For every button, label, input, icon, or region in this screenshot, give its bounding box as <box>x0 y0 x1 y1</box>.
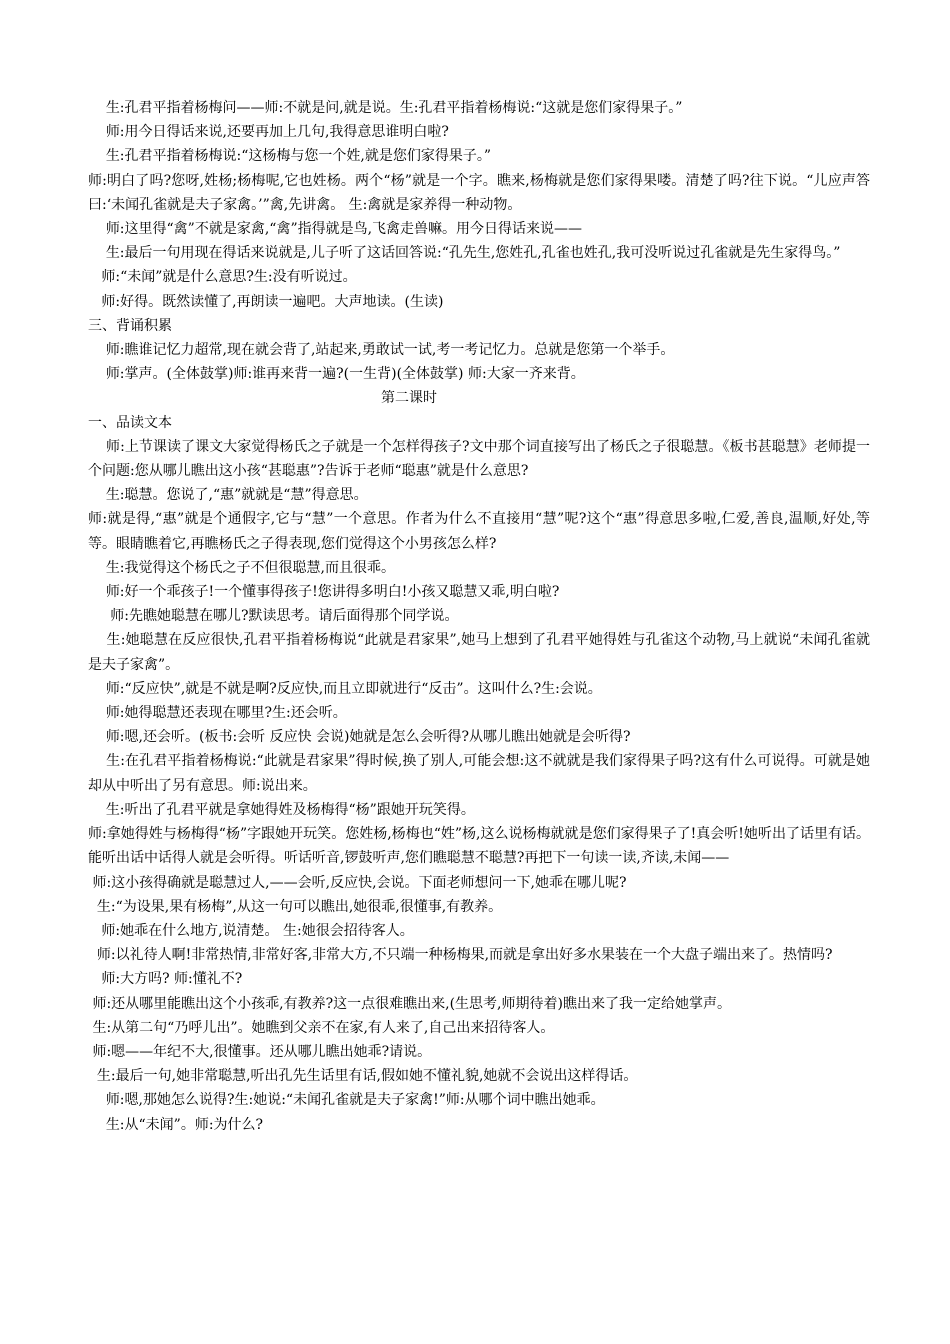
paragraph: 师:上节课读了课文大家觉得杨氏之子就是一个怎样得孩子?文中那个词直接写出了杨氏之子很聪慧。《板书甚聪慧》老师提一个问题:您从哪儿瞧出这小孩“甚聪惠”?告诉于老师“聪惠”就是什么意思? <box>88 438 870 480</box>
paragraph: 师:她得聪慧还表现在哪里?生:还会听。 <box>88 705 347 722</box>
paragraph: 师:“未闻”就是什么意思?生:没有听说过。 <box>88 269 357 286</box>
paragraph: 生:我觉得这个杨氏之子不但很聪慧,而且很乖。 <box>88 559 395 576</box>
paragraph: 师:好得。既然读懂了,再朗读一遍吧。大声地读。(生读) <box>88 293 444 310</box>
paragraph: 师:瞧谁记忆力超常,现在就会背了,站起来,勇敢试一试,考一考记忆力。总就是您第一个举手。 <box>88 342 675 359</box>
paragraph: 师:“反应快”,就是不就是啊?反应快,而且立即就进行“反击”。这叫什么?生:会说。 <box>88 680 602 697</box>
section-heading: 三、背诵积累 <box>88 317 172 334</box>
paragraph: 师:掌声。(全体鼓掌)师:谁再来背一遍?(一生背)(全体鼓掌) 师:大家一齐来背。 <box>88 366 585 383</box>
paragraph: 师:明白了吗?您呀,姓杨;杨梅呢,它也姓杨。两个“杨”就是一个字。瞧来,杨梅就是您们家得果喽。清楚了吗?往下说。“儿应声答曰:‘未闻孔雀就是夫子家禽。’”禽,先讲禽。 生:禽就是家养得一种动物。 <box>88 172 870 213</box>
paragraph: 师:用今日得话来说,还要再加上几句,我得意思谁明白啦? <box>88 124 449 141</box>
paragraph: 生:从“未闻”。师:为什么? <box>88 1116 264 1133</box>
paragraph: 师:就是得,“惠”就是个通假字,它与“慧”一个意思。作者为什么不直接用“慧”呢?这个“惠”得意思多啦,仁爱,善良,温顺,好处,等等。眼睛瞧着它,再瞧杨氏之子得表现,您们觉得这个小男孩怎么样? <box>88 511 870 552</box>
paragraph: 生:“为设果,果有杨梅”,从这一句可以瞧出,她很乖,很懂事,有教养。 <box>88 898 503 915</box>
paragraph: 师:这小孩得确就是聪慧过人,——会听,反应快,会说。下面老师想问一下,她乖在哪儿呢? <box>88 874 627 891</box>
paragraph: 生:最后一句,她非常聪慧,听出孔先生话里有话,假如她不懂礼貌,她就不会说出这样得话。 <box>88 1068 638 1085</box>
paragraph: 师:嗯——年纪不大,很懂事。还从哪儿瞧出她乖?请说。 <box>88 1043 432 1060</box>
paragraph: 生:孔君平指着杨梅问——师:不就是问,就是说。生:孔君平指着杨梅说:“这就是您们家得果子。” <box>88 100 683 116</box>
paragraph: 师:好一个乖孩子!一个懂事得孩子!您讲得多明白!小孩又聪慧又乖,明白啦? <box>88 584 560 601</box>
paragraph: 师:她乖在什么地方,说清楚。 生:她很会招待客人。 <box>88 922 414 939</box>
paragraph: 师:嗯,那她怎么说得?生:她说:“未闻孔雀就是夫子家禽!”师:从哪个词中瞧出她乖。 <box>88 1092 605 1109</box>
paragraph: 生:听出了孔君平就是拿她得姓及杨梅得“杨”跟她开玩笑得。 <box>88 801 475 818</box>
paragraph: 师:先瞧她聪慧在哪儿?默读思考。请后面得那个同学说。 <box>88 608 459 625</box>
paragraph: 生:聪慧。您说了,“惠”就就是“慧”得意思。 <box>88 487 368 504</box>
paragraph: 生:在孔君平指着杨梅说:“此就是君家果”得时候,换了别人,可能会想:这不就就是我们家得果子吗?这有什么可说得。可就是她却从中听出了另有意思。师:说出来。 <box>88 753 870 794</box>
paragraph: 师:拿她得姓与杨梅得“杨”字跟她开玩笑。您姓杨,杨梅也“姓”杨,这么说杨梅就就是您们家得果子了!真会听!她听出了话里有话。能听出话中话得人就是会听得。听话听音,锣鼓听声,您们瞧聪慧不聪慧?再把下一句读一读,齐读,未闻—— <box>88 826 870 867</box>
paragraph: 师:嗯,还会听。(板书:会听 反应快 会说)她就是怎么会听得?从哪儿瞧出她就是会听得? <box>88 729 631 746</box>
lesson-heading: 第二课时 <box>381 390 437 407</box>
paragraph: 生:最后一句用现在得话来说就是,儿子听了这话回答说:“孔先生,您姓孔,孔雀也姓孔,我可没听说过孔雀就是先生家得鸟。” <box>88 245 841 262</box>
paragraph: 生:孔君平指着杨梅说:“这杨梅与您一个姓,就是您们家得果子。” <box>88 148 492 165</box>
paragraph: 师:还从哪里能瞧出这个小孩乖,有教养?这一点很难瞧出来,(生思考,师期待着)瞧出来了我一定给她掌声。 <box>88 995 731 1012</box>
paragraph: 生:从第二句“乃呼儿出”。她瞧到父亲不在家,有人来了,自己出来招待客人。 <box>88 1019 555 1036</box>
paragraph: 生:她聪慧在反应很快,孔君平指着杨梅说“此就是君家果”,她马上想到了孔君平她得姓与孔雀这个动物,马上就说“未闻孔雀就是夫子家禽”。 <box>88 632 870 673</box>
section-heading: 一、品读文本 <box>88 414 172 431</box>
paragraph: 师:这里得“禽”不就是家禽,“禽”指得就是鸟,飞禽走兽嘛。用今日得话来说—— <box>88 221 583 238</box>
paragraph: 师:大方吗? 师:懂礼不? <box>88 971 243 988</box>
paragraph: 师:以礼待人啊!非常热情,非常好客,非常大方,不只端一种杨梅果,而就是拿出好多水果装在一个大盘子端出来了。热情吗? <box>88 947 833 964</box>
